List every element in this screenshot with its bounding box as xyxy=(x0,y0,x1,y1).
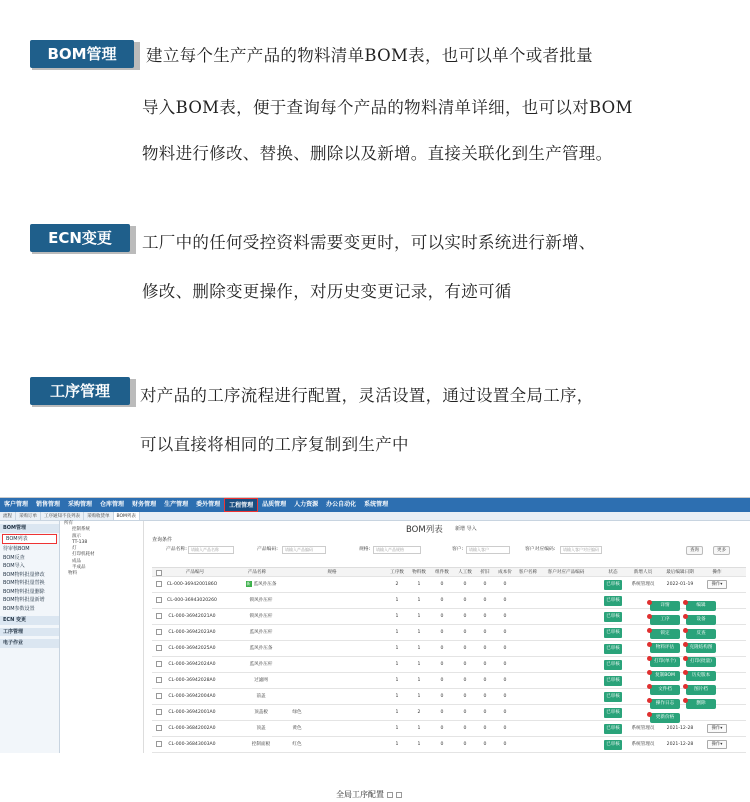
tree-node[interactable]: 控制系统 xyxy=(72,527,90,533)
tree-node[interactable]: 成品 xyxy=(72,558,81,564)
top-nav xyxy=(0,498,750,512)
badge-dot-icon xyxy=(683,600,688,605)
badge-dot-icon xyxy=(647,642,652,647)
row-checkbox[interactable] xyxy=(156,677,162,683)
cell-comps: 0 xyxy=(440,694,444,699)
cell-mats: 1 xyxy=(417,694,421,699)
status-badge: 已审核 xyxy=(604,724,622,734)
cell-procs: 1 xyxy=(395,742,399,747)
badge-dot-icon xyxy=(647,628,652,633)
cell-procs: 1 xyxy=(395,630,399,635)
cell-cost: 0 xyxy=(503,598,507,603)
table-row[interactable] xyxy=(152,721,746,737)
cell-mats: 1 xyxy=(417,630,421,635)
row-checkbox[interactable] xyxy=(156,581,162,587)
cell-spec: 红色 xyxy=(292,742,302,747)
cell-dep: 0 xyxy=(483,582,487,587)
cell-dep: 0 xyxy=(483,726,487,731)
cell-mats: 1 xyxy=(417,678,421,683)
cell-code: CL-000-36942024A0 xyxy=(168,662,216,667)
more-button[interactable]: 更多 xyxy=(713,546,730,555)
cell-labor: 0 xyxy=(463,614,467,619)
popup-action-button[interactable]: 图片档 xyxy=(686,685,716,695)
product-code-input[interactable]: 请输入产品编码 xyxy=(282,546,326,554)
query-row xyxy=(146,546,746,556)
cell-mats: 1 xyxy=(417,614,421,619)
cell-code: CL-000-36942025A0 xyxy=(168,646,216,651)
feature-text-line: 物料进行修改、替换、删除以及新增。直接关联化到生产管理。 xyxy=(142,144,613,163)
query-label: 产品编码: xyxy=(257,547,278,552)
cell-comps: 0 xyxy=(440,582,444,587)
list-actions[interactable]: 新增 导入 xyxy=(455,526,477,532)
tree-node[interactable]: 所有 xyxy=(64,521,73,526)
cell-comps: 0 xyxy=(440,630,444,635)
customer-input[interactable]: 请输入客户 xyxy=(466,546,510,554)
select-all-checkbox[interactable] xyxy=(156,570,162,576)
cell-name: 控制面板 xyxy=(251,742,271,747)
menu-item[interactable]: BOM导入 xyxy=(3,563,25,569)
cell-cost: 0 xyxy=(503,646,507,651)
popup-action-button[interactable]: 删除 xyxy=(686,699,716,709)
badge-dot-icon xyxy=(683,642,688,647)
status-badge: 已审核 xyxy=(604,644,622,654)
popup-action-button[interactable]: 克隆结构图 xyxy=(686,643,716,653)
menu-item[interactable]: BOM物料批量替换 xyxy=(3,580,45,586)
query-title: 查询条件 xyxy=(152,537,173,543)
menu-item[interactable]: BOM物料批量新增 xyxy=(3,597,45,603)
list-title: BOM列表 xyxy=(406,525,443,535)
table-row[interactable] xyxy=(152,737,746,753)
row-checkbox[interactable] xyxy=(156,741,162,747)
table-header xyxy=(152,567,746,577)
status-badge: 已审核 xyxy=(604,692,622,702)
cell-code: CL-000-36942023A0 xyxy=(168,630,216,635)
cell-code: CL-000-36943020260 xyxy=(167,598,217,603)
cell-cost: 0 xyxy=(503,662,507,667)
popup-action-button[interactable]: 编辑 xyxy=(686,601,716,611)
add-icon xyxy=(396,792,402,798)
cell-date: 2021-12-28 xyxy=(666,726,694,731)
cell-cost: 0 xyxy=(503,710,507,715)
menu-item[interactable]: 待审核BOM xyxy=(3,546,30,552)
badge-dot-icon xyxy=(683,684,688,689)
menu-group-ecn[interactable]: ECN 变更 xyxy=(0,616,59,625)
popup-action-button[interactable]: 锁定 xyxy=(650,629,680,639)
cell-mats: 1 xyxy=(417,582,421,587)
badge-dot-icon xyxy=(647,712,652,717)
row-checkbox[interactable] xyxy=(156,613,162,619)
menu-item[interactable]: BOM物料批量修改 xyxy=(3,571,45,578)
badge-dot-icon xyxy=(647,684,652,689)
cell-dep: 0 xyxy=(483,678,487,683)
col-header: 折旧 xyxy=(480,570,490,575)
row-checkbox[interactable] xyxy=(156,629,162,635)
nav-item[interactable]: 财务管理 xyxy=(132,501,157,508)
popup-action-button[interactable]: 操作日志 xyxy=(650,699,680,709)
cell-name: 监风扑压杆 xyxy=(249,662,273,667)
badge-dot-icon xyxy=(683,670,688,675)
popup-action-button[interactable]: 文件档 xyxy=(650,685,680,695)
erp-screenshot xyxy=(0,497,750,753)
query-label: 规格: xyxy=(359,547,371,552)
badge-dot-icon xyxy=(647,656,652,661)
row-checkbox[interactable] xyxy=(156,597,162,603)
cell-dep: 0 xyxy=(483,614,487,619)
page-tabs xyxy=(0,512,750,521)
spec-input[interactable]: 请输入产品规格 xyxy=(373,546,421,554)
nav-item[interactable]: 仓库管理 xyxy=(100,501,125,508)
tab[interactable]: 采购收货单 xyxy=(84,512,114,520)
badge-dot-icon xyxy=(647,670,652,675)
status-badge: 已审核 xyxy=(604,580,622,590)
menu-group-bom[interactable]: BOM管理 xyxy=(0,524,59,533)
col-header: 新增人员 xyxy=(633,570,653,575)
feature-bom xyxy=(30,40,742,170)
feature-text-line: 对产品的工序流程进行配置，灵活设置，通过设置全局工序， xyxy=(140,386,594,405)
query-label: 客户: xyxy=(452,547,464,552)
cell-comps: 0 xyxy=(440,598,444,603)
tree-node[interactable]: TT-138 xyxy=(72,539,88,545)
nav-item[interactable]: 办公自动化 xyxy=(326,501,357,508)
popup-action-button[interactable]: 工序 xyxy=(650,615,680,625)
cell-dep: 0 xyxy=(483,710,487,715)
badge-dot-icon xyxy=(683,628,688,633)
feature-text-line: 修改、删除变更操作，对历史变更记录，有迹可循 xyxy=(142,282,512,301)
status-badge: 已审核 xyxy=(604,676,622,686)
cell-procs: 1 xyxy=(395,598,399,603)
menu-group-process[interactable]: 工序管理 xyxy=(0,628,59,637)
cell-name: 顶盖板 xyxy=(254,710,268,715)
cell-date: 2022-01-19 xyxy=(666,582,694,587)
cell-name: 锁风扑压杆 xyxy=(249,598,273,603)
table-row[interactable] xyxy=(152,577,746,593)
feature-badge: ECN变更 xyxy=(30,224,130,252)
nav-item[interactable]: 人力资源 xyxy=(294,501,319,508)
col-header: 物料数 xyxy=(412,570,426,575)
cell-mats: 1 xyxy=(417,646,421,651)
nav-item[interactable]: 生产管理 xyxy=(164,501,189,508)
col-header: 产品名称 xyxy=(247,570,267,575)
cell-cost: 0 xyxy=(503,726,507,731)
popup-action-button[interactable]: 详情 xyxy=(650,601,680,611)
status-badge: 已审核 xyxy=(604,708,622,718)
cell-labor: 0 xyxy=(463,678,467,683)
left-menu xyxy=(0,521,60,753)
feature-badge: 工序管理 xyxy=(30,377,130,405)
nav-item-engineering[interactable]: 工程管理 xyxy=(224,498,258,512)
status-badge: 已审核 xyxy=(604,628,622,638)
cell-comps: 0 xyxy=(440,662,444,667)
cell-labor: 0 xyxy=(463,582,467,587)
cell-procs: 1 xyxy=(395,710,399,715)
cell-procs: 1 xyxy=(395,646,399,651)
cell-comps: 0 xyxy=(440,742,444,747)
cell-comps: 0 xyxy=(440,678,444,683)
popup-action-button[interactable]: 更新价格 xyxy=(650,713,680,723)
cell-comps: 0 xyxy=(440,710,444,715)
cell-mats: 1 xyxy=(417,598,421,603)
row-checkbox[interactable] xyxy=(156,661,162,667)
tree-node[interactable]: 演示 xyxy=(72,533,81,539)
new-tag: 新 xyxy=(246,581,251,586)
cell-procs: 1 xyxy=(395,694,399,699)
cell-cost: 0 xyxy=(503,742,507,747)
col-header: 人工数 xyxy=(458,570,472,575)
cell-cost: 0 xyxy=(503,694,507,699)
cell-labor: 0 xyxy=(463,598,467,603)
row-checkbox[interactable] xyxy=(156,645,162,651)
cell-labor: 0 xyxy=(463,710,467,715)
tree-node[interactable]: 物料 xyxy=(68,571,77,577)
category-tree xyxy=(62,521,144,753)
cell-comps: 0 xyxy=(440,614,444,619)
cell-code: CL-000-36942028A0 xyxy=(168,678,216,683)
cell-code: CL-000-36843003A0 xyxy=(168,742,216,747)
tab[interactable]: 采购订单 xyxy=(16,512,41,520)
nav-item[interactable]: 品质管理 xyxy=(262,501,287,508)
cell-mats: 2 xyxy=(417,710,421,715)
cell-creator: 系统管理员 xyxy=(631,726,655,731)
cell-name: 锁风扑压杆 xyxy=(249,614,273,619)
menu-group-ebom[interactable]: 电子作业 xyxy=(0,639,59,648)
row-checkbox[interactable] xyxy=(156,725,162,731)
feature-process xyxy=(30,377,742,467)
badge-dot-icon xyxy=(647,698,652,703)
cell-name: 顶盖 xyxy=(256,726,266,731)
query-label: 客户对应编码: xyxy=(525,547,556,552)
cell-name: 监风扑压杆 xyxy=(249,630,273,635)
operation-dropdown[interactable]: 操作▾ xyxy=(707,580,727,589)
col-header: 产品编号 xyxy=(185,570,205,575)
status-badge: 已审核 xyxy=(604,740,622,750)
badge-dot-icon xyxy=(647,614,652,619)
cell-spec: 绿色 xyxy=(292,710,302,715)
cell-comps: 0 xyxy=(440,646,444,651)
caption-text: 全局工序配置 xyxy=(336,790,384,799)
feature-text-line: 建立每个生产产品的物料清单BOM表，也可以单个或者批量 xyxy=(146,46,593,65)
cell-code: CL-000-36942004A0 xyxy=(168,694,216,699)
cell-labor: 0 xyxy=(463,646,467,651)
cell-mats: 1 xyxy=(417,742,421,747)
nav-item[interactable]: 采购管理 xyxy=(68,501,93,508)
cell-dep: 0 xyxy=(483,662,487,667)
menu-item-bom-list[interactable]: BOM列表 xyxy=(2,534,57,545)
popup-action-button[interactable]: 设备 xyxy=(686,615,716,625)
figure-caption xyxy=(336,789,402,800)
menu-item[interactable]: BOM反查 xyxy=(3,554,25,561)
cell-date: 2021-12-28 xyxy=(666,742,694,747)
cell-dep: 0 xyxy=(483,646,487,651)
popup-action-button[interactable]: 打印(单个) xyxy=(650,657,680,667)
operation-dropdown[interactable]: 操作▾ xyxy=(707,724,727,733)
cell-spec: 黄色 xyxy=(292,726,302,731)
popup-action-button[interactable]: 打印(批量) xyxy=(686,657,716,667)
operation-dropdown[interactable]: 操作▾ xyxy=(707,740,727,749)
cell-code: CL-000-36842002A0 xyxy=(168,726,216,731)
cell-labor: 0 xyxy=(463,630,467,635)
cell-mats: 1 xyxy=(417,726,421,731)
col-header: 规格 xyxy=(327,570,337,575)
cell-cost: 0 xyxy=(503,630,507,635)
tab-bom-list[interactable]: BOM列表 xyxy=(114,512,140,520)
popup-action-button[interactable]: 反查 xyxy=(686,629,716,639)
badge-dot-icon xyxy=(683,614,688,619)
tab[interactable]: 流程 xyxy=(0,512,16,520)
feature-text-line: 导入BOM表，便于查询每个产品的物料清单详细，也可以对BOM xyxy=(142,98,633,117)
cell-comps: 0 xyxy=(440,726,444,731)
cell-name: 过滤网 xyxy=(254,678,268,683)
cell-procs: 2 xyxy=(395,582,399,587)
nav-item[interactable]: 系统管理 xyxy=(364,501,389,508)
popup-action-button[interactable]: 复制BOM xyxy=(650,671,680,681)
nav-item[interactable]: 销售管理 xyxy=(36,501,61,508)
cell-labor: 0 xyxy=(463,726,467,731)
cell-procs: 1 xyxy=(395,678,399,683)
cell-creator: 系统管理员 xyxy=(631,582,655,587)
cell-name: 监风扑压条 xyxy=(249,646,273,651)
tab[interactable]: 工序通知不良列表 xyxy=(41,512,84,520)
cell-labor: 0 xyxy=(463,742,467,747)
col-header: 客户对应产品编码 xyxy=(547,570,585,575)
cell-code: CL-000-36942001A0 xyxy=(168,710,216,715)
cell-mats: 1 xyxy=(417,662,421,667)
tree-node[interactable]: 打印机耗材 xyxy=(72,552,95,558)
badge-dot-icon xyxy=(683,656,688,661)
feature-ecn xyxy=(30,224,742,314)
cell-procs: 1 xyxy=(395,662,399,667)
status-badge: 已审核 xyxy=(604,612,622,622)
col-header: 成本价 xyxy=(498,570,512,575)
col-header: 操作 xyxy=(712,570,722,575)
cell-cost: 0 xyxy=(503,582,507,587)
cell-code: CL-000-36942021A0 xyxy=(168,614,216,619)
badge-dot-icon xyxy=(647,600,652,605)
tree-node[interactable]: 半成品 xyxy=(72,565,86,571)
cell-dep: 0 xyxy=(483,630,487,635)
cell-dep: 0 xyxy=(483,694,487,699)
cell-code: CL-000-3694200186O xyxy=(166,582,218,587)
nav-item[interactable]: 客户管理 xyxy=(4,501,29,508)
feature-badge: BOM管理 xyxy=(30,40,134,68)
cell-cost: 0 xyxy=(503,678,507,683)
popup-action-button[interactable]: 物料评估 xyxy=(650,643,680,653)
col-header: 组件数 xyxy=(435,570,449,575)
nav-item[interactable]: 委外管理 xyxy=(196,501,221,508)
cell-cost: 0 xyxy=(503,614,507,619)
menu-item[interactable]: BOM参数设置 xyxy=(3,605,35,612)
cell-name: 前盖 xyxy=(256,694,266,699)
cell-procs: 1 xyxy=(395,726,399,731)
expand-icon xyxy=(387,792,393,798)
feature-text-line: 工厂中的任何受控资料需要变更时，可以实时系统进行新增、 xyxy=(142,233,596,252)
popup-action-button[interactable]: 历史版本 xyxy=(686,671,716,681)
row-checkbox[interactable] xyxy=(156,709,162,715)
col-header: 状态 xyxy=(608,570,618,575)
status-badge: 已审核 xyxy=(604,660,622,670)
cell-dep: 0 xyxy=(483,742,487,747)
search-button[interactable]: 查询 xyxy=(686,546,703,555)
cell-labor: 0 xyxy=(463,694,467,699)
cell-name: 新 监风扑压条 xyxy=(246,581,277,587)
cell-creator: 系统管理员 xyxy=(631,742,655,747)
query-label: 产品名称: xyxy=(166,547,187,552)
customer-code-input[interactable]: 请输入客户对应编码 xyxy=(560,546,602,554)
menu-item[interactable]: BOM物料批量删除 xyxy=(3,588,45,595)
cell-procs: 1 xyxy=(395,614,399,619)
row-checkbox[interactable] xyxy=(156,693,162,699)
status-badge: 已审核 xyxy=(604,596,622,606)
col-header: 最后编辑日期 xyxy=(666,570,694,575)
badge-dot-icon xyxy=(683,698,688,703)
tree-node[interactable]: 灯 xyxy=(72,546,77,552)
feature-text-line: 可以直接将相同的工序复制到生产中 xyxy=(140,435,409,454)
col-header: 工序数 xyxy=(390,570,404,575)
col-header: 客户名称 xyxy=(518,570,538,575)
product-name-input[interactable]: 请输入产品名称 xyxy=(188,546,234,554)
cell-labor: 0 xyxy=(463,662,467,667)
cell-dep: 0 xyxy=(483,598,487,603)
